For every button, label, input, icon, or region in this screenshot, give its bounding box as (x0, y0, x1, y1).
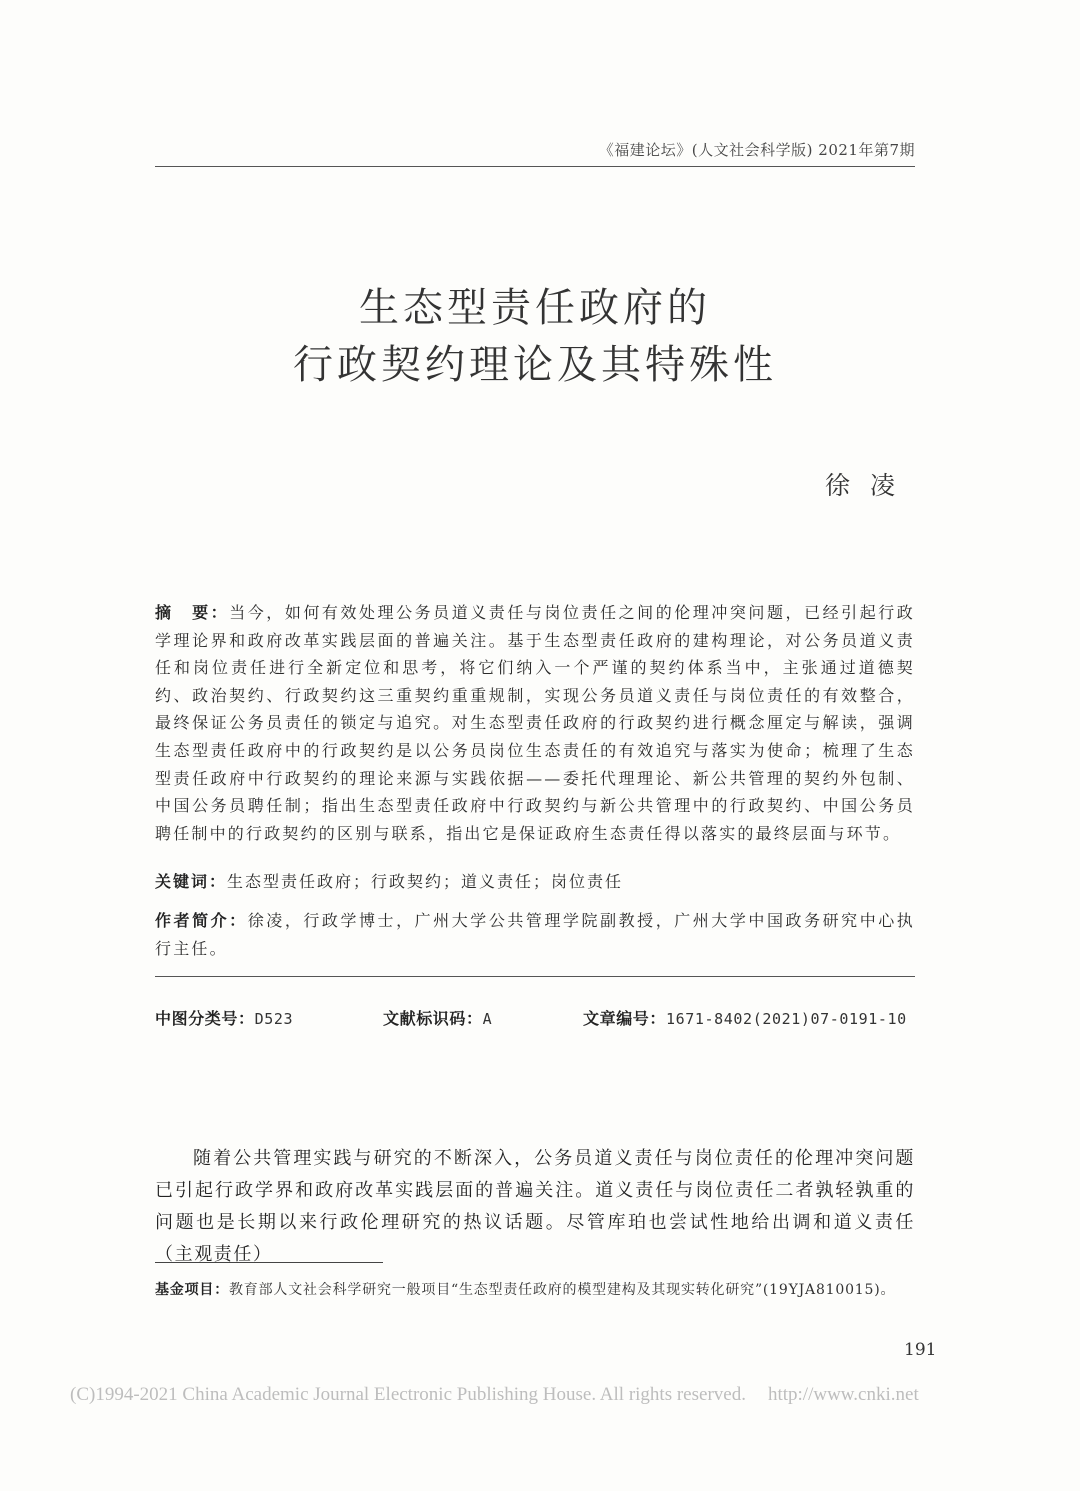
keywords (155, 869, 915, 895)
abstract-text: 当今，如何有效处理公务员道义责任与岗位责任之间的伦理冲突问题，已经引起行政学理论界和政府改革实践层面的普遍关注。基于生态型责任政府的建构理论，对公务员道义责任和岗位责任进行全新定位和思考，将它们纳入一个严谨的契约体系当中，主张通过道德契约、政治契约、行政契约这三重契约重重规制，实现公务员道义责任与岗位责任的有效整合，最终保证公务员责任的锁定与追究。对生态型责任政府的行政契约进行概念厘定与解读，强调生态型责任政府中的行政契约是以公务员岗位生态责任的有效追究与落实为使命；梳理了生态型责任政府中行政契约的理论来源与实践依据——委托代理理论、新公共管理的契约外包制、中国公务员聘任制；指出生态型责任政府中行政契约与新公共管理中的行政契约、中国公务员聘任制中的行政契约的区别与联系，指出它是保证政府生态责任得以落实的最终层面与环节。 (155, 603, 915, 843)
header-rule (155, 166, 915, 167)
running-header: 《福建论坛》(人文社会科学版) 2021年第7期 (598, 141, 915, 159)
article-number-label: 文章编号： (583, 1009, 667, 1028)
body-paragraph: 随着公共管理实践与研究的不断深入，公务员道义责任与岗位责任的伦理冲突问题已引起行政学界和政府改革实践层面的普遍关注。道义责任与岗位责任二者孰轻孰重的问题也是长期以来行政伦理研究的热议话题。尽管库珀也尝试性地给出调和道义责任（主观责任） (155, 1148, 915, 1265)
clc-value: D523 (254, 1010, 294, 1028)
author-bio-label: 作者简介： (155, 911, 248, 930)
article-number-value: 1671-8402(2021)07-0191-10 (666, 1010, 907, 1028)
author-bio (155, 907, 915, 963)
keywords-label: 关键词： (155, 872, 228, 891)
footnote-label: 基金项目： (155, 1282, 229, 1298)
copyright-notice: (C)1994-2021 China Academic Journal Electronic Publishing House. All rights reserved. (70, 1384, 746, 1405)
footnote-rule (155, 1262, 383, 1263)
abstract-label: 摘 要： (155, 603, 230, 622)
document-code (383, 1006, 492, 1029)
copyright-watermark (70, 1384, 950, 1406)
page-number: 191 (904, 1340, 937, 1360)
clc-number (155, 1006, 293, 1029)
clc-label: 中图分类号： (155, 1009, 255, 1028)
copyright-url: http://www.cnki.net (767, 1384, 919, 1405)
article-title-line-2: 行政契约理论及其特殊性 (293, 342, 777, 388)
document-code-value: A (482, 1010, 493, 1028)
article-number (583, 1006, 907, 1029)
keywords-text: 生态型责任政府；行政契约；道义责任；岗位责任 (227, 872, 624, 891)
footnote (155, 1278, 915, 1303)
author-name: 徐凌 (824, 471, 915, 500)
document-code-label: 文献标识码： (383, 1009, 483, 1028)
author-bio-text: 徐凌，行政学博士，广州大学公共管理学院副教授，广州大学中国政务研究中心执行主任。 (155, 911, 915, 958)
section-rule (155, 976, 915, 977)
abstract (155, 599, 915, 847)
article-title-line-1: 生态型责任政府的 (359, 285, 711, 331)
footnote-text: 教育部人文社会科学研究一般项目“生态型责任政府的模型建构及其现实转化研究”(19YJA810015)。 (229, 1282, 896, 1298)
